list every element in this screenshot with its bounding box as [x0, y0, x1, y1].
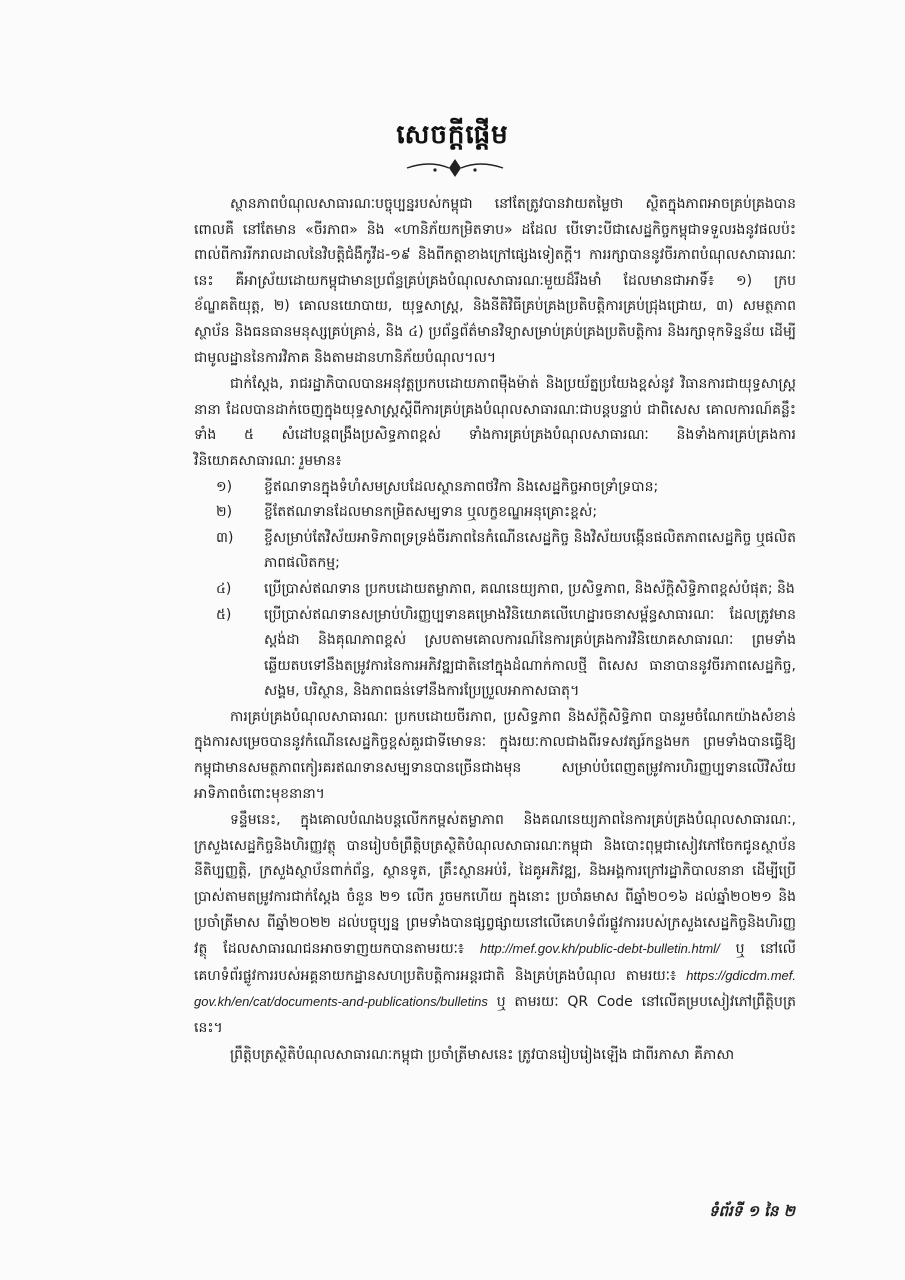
paragraph-2: ជាក់ស្តែង, រាជរដ្ឋាភិបាលបានអនុវត្តប្រកបដោយភាពម៉ឺងម៉ាត់ និងប្រយ័ត្នប្រយែងខ្ពស់នូវ វិធានការជាយុទ្ធសាស្ត្រនានា ដែលបានដាក់ចេញក្នុងយុទ្ធសាស្ត្រស្តីពីការគ្រប់គ្រងបំណុលសាធារណៈជាបន្តបន្ទាប់ ជាពិសេស គោលការណ៍គន្លឹះទាំង ៥ សំដៅបន្តពង្រឹងប្រសិទ្ធភាពខ្ពស់ ទាំងការគ្រប់គ្រងបំណុលសាធារណៈ និងទាំងការគ្រប់គ្រងការវិនិយោគសាធារណៈ រួមមាន៖	[194, 376, 796, 469]
list-item	[216, 577, 796, 603]
page-number: ទំព័រទី ១ នៃ ២	[709, 1202, 795, 1220]
mef-bulletin-link[interactable]: http://mef.gov.kh/public-debt-bulletin.html/	[480, 941, 720, 957]
list-item-number: ១)	[216, 478, 233, 495]
list-item	[216, 500, 796, 526]
list-item-text: ប្រើប្រាស់ឥណទានសម្រាប់ហិរញ្ញប្បទានគម្រោងវិនិយោគលើហេដ្ឋារចនាសម្ព័ន្ធសាធារណៈ ដែលត្រូវមានស្តង់ដា និងគុណភាពខ្ពស់ ស្របតាមគោលការណ៍នៃការគ្រប់គ្រងការវិនិយោគសាធារណៈ ព្រមទាំងឆ្លើយតបទៅនឹងតម្រូវការនៃការអភិវឌ្ឍជាតិនៅក្នុងដំណាក់កាលថ្មី ពិសេស ធានាបាននូវចីរភាពសេដ្ឋកិច្ច, សង្គម, បរិស្ថាន, និងភាពធន់ទៅនឹងការប្រែប្រួលអាកាសធាតុ។	[264, 606, 796, 700]
list-item-number: ៤)	[216, 580, 232, 597]
paragraph-4	[194, 808, 796, 1041]
list-item-text: ខ្ចីសម្រាប់តែវិស័យអាទិភាពទ្រទ្រង់ចីរភាពនៃកំណើនសេដ្ឋកិច្ច និងវិស័យបង្កើនផលិតភាពសេដ្ឋកិច្ច ឬផលិតភាពផលិតកម្ម;	[264, 529, 796, 572]
title-ornament-icon	[405, 156, 505, 180]
list-item	[216, 526, 796, 577]
list-item-number: ២)	[216, 504, 233, 521]
list-item-number: ៥)	[216, 606, 232, 623]
list-item-text: ខ្ចីឥណទានក្នុងទំហំសមស្របដែលស្ថានភាពថវិកា និងសេដ្ឋកិច្ចអាចទ្រាំទ្របាន;	[264, 478, 659, 495]
paragraph-4-end: ឬ តាមរយៈ QR Code នៅលើគម្របសៀវភៅព្រឹត្តិបត្រនេះ។	[194, 994, 796, 1036]
gdicdm-bulletin-link[interactable]: https://gdicdm.mef. gov.kh/en/cat/documents-and-publications/bulletins	[194, 967, 797, 1010]
paragraph-5: ព្រឹត្តិបត្រស្ថិតិបំណុលសាធារណៈកម្ពុជា ប្រចាំត្រីមាសនេះ ត្រូវបានរៀបរៀងឡើង ជាពីរភាសា គឺភាសា	[230, 1046, 735, 1063]
list-item-text: ខ្ចីតែឥណទានដែលមានកម្រិតសម្បទាន ឬលក្ខខណ្ឌអនុគ្រោះខ្ពស់;	[264, 504, 598, 521]
document-body	[194, 192, 796, 1068]
paragraph-4-mid: ឬ នៅលើគេហទំព័រផ្លូវការរបស់អគ្គនាយកដ្ឋានសហប្រតិបត្តិការអន្តរជាតិ និងគ្រប់គ្រងបំណុល តាមរយៈ៖	[194, 941, 797, 984]
list-item-number: ៣)	[216, 529, 234, 546]
list-item-text: ប្រើប្រាស់ឥណទាន ប្រកបដោយតម្លាភាព, គណនេយ្យភាព, ប្រសិទ្ធភាព, និងស័ក្តិសិទ្ធិភាពខ្ពស់បំផុត; និង	[264, 580, 795, 597]
paragraph-1: ស្ថានភាពបំណុលសាធារណៈបច្ចុប្បន្នរបស់កម្ពុជា នៅតែត្រូវបានវាយតម្លៃថា ស្ថិតក្នុងភាពអាចគ្រប់គ្រងបាន ពោលគឺ នៅតែមាន «ចីរភាព» និង «ហានិភ័យកម្រិតទាប» ដដែល បើទោះបីជាសេដ្ឋកិច្ចកម្ពុជាទទួលរងនូវផលប៉ះពាល់ពីការរីករាលដាលនៃវិបត្តិជំងឺកូវីដ-១៩ និងពីកត្តាខាងក្រៅផ្សេងទៀតក្តី។ ការរក្សាបាននូវចីរភាពបំណុលសាធារណៈនេះ គឺអាស្រ័យដោយកម្ពុជាមានប្រព័ន្ធគ្រប់គ្រងបំណុលសាធារណៈមួយដ៏រឹងមាំ ដែលមានជាអាទិ៍៖ ១) ក្របខ័ណ្ឌគតិយុត្ត, ២) គោលនយោបាយ, យុទ្ធសាស្ត្រ, និងនីតិវិធីគ្រប់គ្រងប្រតិបត្តិការគ្រប់ជ្រុងជ្រោយ, ៣) សមត្ថភាពស្ថាប័ន និងធនធានមនុស្សគ្រប់គ្រាន់, និង ៤) ប្រព័ន្ធព័ត៌មានវិទ្យាសម្រាប់គ្រប់គ្រងប្រតិបត្តិការ និងរក្សាទុកទិន្នន័យ ដើម្បីជាមូលដ្ឋាននៃការវិភាគ និងតាមដានហានិភ័យបំណុល។ល។	[194, 196, 796, 366]
page-title: សេចក្ដីផ្ដើម	[396, 120, 509, 150]
paragraph-4-start: ទន្ទឹមនេះ, ក្នុងគោលបំណងបន្តលើកកម្ពស់តម្លាភាព និងគណនេយ្យភាពនៃការគ្រប់គ្រងបំណុលសាធារណៈ, ក្រសួងសេដ្ឋកិច្ចនិងហិរញ្ញវត្ថុ បានរៀបចំព្រឹត្តិបត្រស្ថិតិបំណុលសាធារណៈកម្ពុជា និងបោះពុម្ពជាសៀវភៅចែកជូនស្ថាប័ននីតិប្បញ្ញត្តិ, ក្រសួងស្ថាប័នពាក់ព័ន្ធ, ស្ថានទូត, គ្រឹះស្ថានអប់រំ, ដៃគូអភិវឌ្ឍ, និងអង្គការក្រៅរដ្ឋាភិបាលនានា ដើម្បីប្រើប្រាស់តាមតម្រូវការជាក់ស្តែង ចំនួន ២១ លើក រួចមកហើយ ក្នុងនោះ ប្រចាំឆមាស ពីឆ្នាំ២០១៦ ដល់ឆ្នាំ២០២១ និងប្រចាំត្រីមាស ពីឆ្នាំ២០២២ ដល់បច្ចុប្បន្ន ព្រមទាំងបានផ្សព្វផ្សាយនៅលើគេហទំព័រផ្លូវការរបស់ក្រសួងសេដ្ឋកិច្ចនិងហិរញ្ញវត្ថុ ដែលសាធារណជនអាចទាញយកបានតាមរយៈ៖	[194, 812, 796, 958]
principles-list	[194, 475, 796, 705]
paragraph-3: ការគ្រប់គ្រងបំណុលសាធារណៈ ប្រកបដោយចីរភាព, ប្រសិទ្ធភាព និងស័ក្តិសិទ្ធិភាព បានរួមចំណែកយ៉ាងសំខាន់ក្នុងការសម្រេចបាននូវកំណើនសេដ្ឋកិច្ចខ្ពស់គួរជាទីមោទនៈ ក្នុងរយៈកាលជាងពីរទសវត្សរ៍កន្លងមក ព្រមទាំងបានធ្វើឱ្យកម្ពុជាមានសមត្ថភាពកៀរគរឥណទានសម្បទានបានច្រើនជាងមុន សម្រាប់បំពេញតម្រូវការហិរញ្ញប្បទានលើវិស័យអាទិភាពចំពោះមុខនានា។	[194, 708, 796, 802]
list-item	[216, 603, 796, 705]
list-item	[216, 475, 796, 501]
